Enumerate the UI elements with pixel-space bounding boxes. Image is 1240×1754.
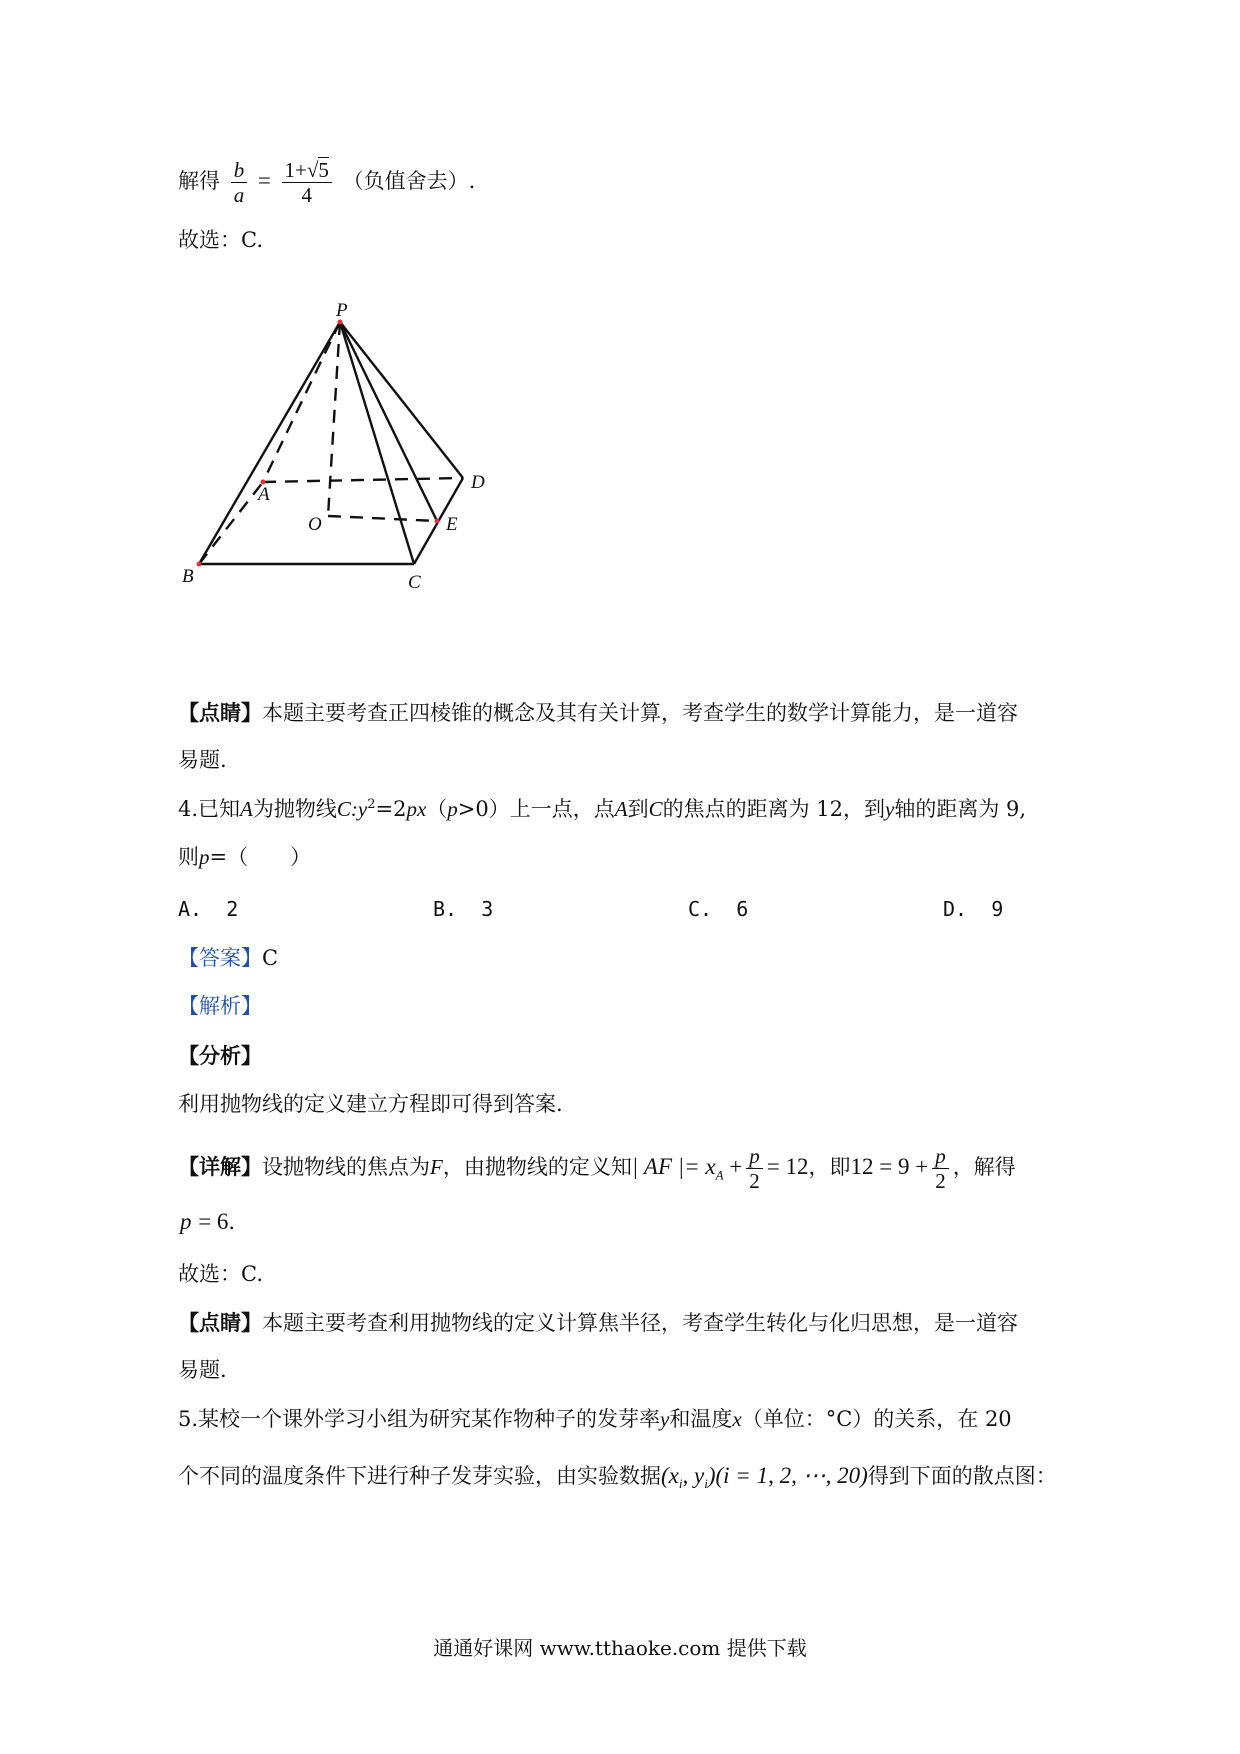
comment-prev-line2: 易题. xyxy=(178,748,227,772)
label-o: O xyxy=(308,514,322,535)
comment-line1: 【点睛】本题主要考查利用抛物线的定义计算焦半径，考查学生转化与化归思想，是一道容 xyxy=(178,1310,1018,1335)
option-b: B. 3 xyxy=(433,897,494,921)
choice-line-prev: 故选：C. xyxy=(178,228,263,252)
edge-ad-hidden xyxy=(263,478,463,482)
question-5-line1: 5.某校一个课外学习小组为研究某作物种子的发芽率y和温度x（单位：°C）的关系，在 20 xyxy=(178,1407,1012,1431)
comment-prev-line1: 【点睛】本题主要考查正四棱锥的概念及其有关计算，考查学生的数学计算能力，是一道容 xyxy=(178,700,1018,725)
question-5-line2: 个不同的温度条件下进行种子发芽实验，由实验数据($x_i$, $y_i)(i = 1$, 2, ⋯, 20)得到下面的散点图： xyxy=(178,1463,1057,1492)
edge-pc xyxy=(340,322,414,564)
answer-tag: 【答案】 xyxy=(178,946,262,970)
option-a: A. 2 xyxy=(178,897,239,921)
question-4-line2: 则p=（ ） xyxy=(178,845,312,869)
label-p: P xyxy=(336,300,348,321)
fenxi-tag: 【分析】 xyxy=(178,1043,262,1068)
page-footer: 通通好课网 www.tthaoke.com 提供下载 xyxy=(433,1636,807,1660)
answer-value: C xyxy=(262,946,279,970)
fraction-p-over-2: $\frac{p}{2}$ xyxy=(746,1144,763,1193)
pyramid-figure xyxy=(182,300,510,598)
solution-suffix: （负值舍去）. xyxy=(342,169,476,194)
sqrt-sign: √ xyxy=(306,158,319,182)
vertex-b xyxy=(197,562,202,567)
label-d: D xyxy=(471,472,485,493)
analysis-tag: 【解析】 xyxy=(178,994,262,1018)
fraction-b-over-a: $\frac{b}{a}$ xyxy=(231,158,248,207)
label-b: B xyxy=(182,566,194,587)
option-d: D. 9 xyxy=(943,897,1004,921)
edge-pd xyxy=(340,322,463,478)
choice-line: 故选：C. xyxy=(178,1262,263,1286)
question-4-options xyxy=(178,897,1078,927)
solution-prefix: 解得 xyxy=(178,169,220,194)
answer-line xyxy=(178,946,278,971)
detail-line1: 【详解】设抛物线的焦点为F，由抛物线的定义知| AF |= $x_A$ + $\frac{p}{2}$ = 12，即12 = 9 + $\frac{p}{2}$ ，解得 xyxy=(178,1144,1016,1194)
comment-line2: 易题. xyxy=(178,1358,227,1382)
solution-line: 解得 $\frac{b}{a}$ = $\frac{1+√5}{4}$ （负值舍去）. xyxy=(178,158,476,208)
label-c: C xyxy=(408,572,421,593)
edge-oe-hidden xyxy=(328,516,437,521)
label-a: A xyxy=(258,484,270,505)
detail-line2: p = 6. xyxy=(180,1209,236,1234)
edge-pe xyxy=(340,322,437,521)
fraction-result: $\frac{1+√5}{4}$ xyxy=(282,158,332,207)
edge-ba-hidden xyxy=(199,482,263,564)
option-c: C. 6 xyxy=(688,897,749,921)
edge-pa-hidden xyxy=(263,322,340,482)
fraction-p-over-2-b: $\frac{p}{2}$ xyxy=(932,1144,949,1193)
edge-po-hidden xyxy=(328,322,340,516)
question-4-line1: 4.已知A为抛物线$C:y^2=2px(p>0)$上一点，点A到C的焦点的距离为 12，到y轴的距离为 9, xyxy=(178,797,1027,821)
fenxi-text: 利用抛物线的定义建立方程即可得到答案. xyxy=(178,1092,563,1116)
label-e: E xyxy=(446,514,458,535)
vertex-e xyxy=(435,519,440,524)
